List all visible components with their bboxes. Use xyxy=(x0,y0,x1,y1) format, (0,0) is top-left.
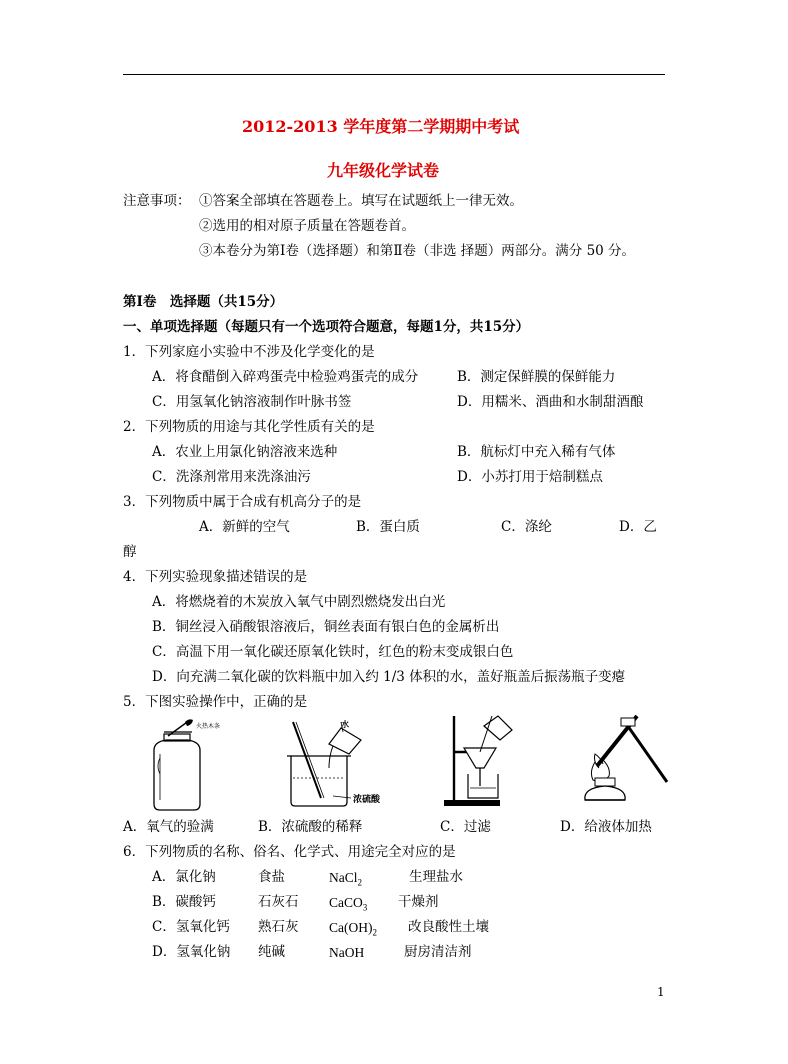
q2-stem: 2．下列物质的用途与其化学性质有关的是 xyxy=(123,419,375,435)
q3-option-c: C．涤纶 xyxy=(501,519,552,535)
q6-c-name: C．氢氧化钙 xyxy=(152,919,230,935)
q3-option-d: D．乙 xyxy=(619,519,657,535)
q6-d-name: D．氢氧化钠 xyxy=(152,944,231,960)
note-2: ②选用的相对原子质量在答题卷首。 xyxy=(199,218,415,234)
figure-acid-dilution xyxy=(283,718,393,808)
q6-b-formula: CaCO$_3$ xyxy=(329,895,368,913)
q1-stem: 1．下列家庭小实验中不涉及化学变化的是 xyxy=(123,344,375,360)
q6-c-use: 改良酸性土壤 xyxy=(408,919,489,935)
q4-option-a: A．将燃烧着的木炭放入氧气中剧烈燃烧发出白光 xyxy=(152,594,446,610)
q3-option-a: A．新鲜的空气 xyxy=(199,519,290,535)
q2-option-b: B．航标灯中充入稀有气体 xyxy=(457,444,616,460)
part-title: 第Ⅰ卷 选择题（共15分） xyxy=(123,294,284,310)
q5-option-b: B．浓硫酸的稀释 xyxy=(258,819,363,835)
q3-option-b: B．蛋白质 xyxy=(356,519,420,535)
q6-a-common: 食盐 xyxy=(258,869,285,885)
fig-b-label-acid: 浓硫酸 xyxy=(353,795,381,805)
header-rule xyxy=(123,74,665,75)
q6-d-common: 纯碱 xyxy=(258,944,285,960)
q6-c-common: 熟石灰 xyxy=(258,919,299,935)
q5-option-d: D．给液体加热 xyxy=(560,819,652,835)
q5-stem: 5．下图实验操作中，正确的是 xyxy=(123,694,308,710)
note-3: ③本卷分为第Ⅰ卷（选择题）和第Ⅱ卷（非选 择题）两部分。满分 50 分。 xyxy=(199,243,636,259)
q6-a-name: A．氯化钠 xyxy=(152,869,216,885)
q6-a-use: 生理盐水 xyxy=(409,869,463,885)
q1-option-b: B．测定保鲜膜的保鲜能力 xyxy=(457,369,616,385)
q3-option-d-wrap: 醇 xyxy=(123,544,137,560)
exam-title: 2012-2013 学年度第二学期期中考试 xyxy=(242,117,520,136)
q4-option-c: C．高温下用一氧化碳还原氧化铁时，红色的粉末变成银白色 xyxy=(152,644,514,660)
q6-d-formula: NaOH xyxy=(329,945,365,960)
q6-c-formula: $Ca(OH)_2$ xyxy=(329,920,377,938)
q4-option-d: D．向充满二氧化碳的饮料瓶中加入约 1/3 体积的水，盖好瓶盖后振荡瓶子变瘪 xyxy=(152,669,626,685)
q6-a-formula: NaCl$_2$ xyxy=(329,870,362,888)
q1-option-c: C．用氢氧化钠溶液制作叶脉书签 xyxy=(152,394,352,410)
figure-heating-liquid xyxy=(565,712,675,808)
q5-option-c: C．过滤 xyxy=(440,819,491,835)
notes-label: 注意事项： xyxy=(123,193,191,209)
note-1: ①答案全部填在答题卷上。填写在试题纸上一律无效。 xyxy=(199,193,523,209)
page-number: 1 xyxy=(657,985,665,999)
fig-a-label: 火热木条 xyxy=(196,723,221,730)
q2-option-c: C．洗涤剂常用来洗涤油污 xyxy=(152,469,311,485)
exam-subtitle: 九年级化学试卷 xyxy=(327,161,440,180)
q2-option-d: D．小苏打用于焙制糕点 xyxy=(457,469,603,485)
figure-oxygen-test xyxy=(140,718,221,813)
q3-stem: 3．下列物质中属于合成有机高分子的是 xyxy=(123,494,362,510)
q4-stem: 4．下列实验现象描述错误的是 xyxy=(123,569,308,585)
q5-option-a: A．氧气的验满 xyxy=(123,819,214,835)
q6-b-name: B．碳酸钙 xyxy=(152,894,216,910)
q2-option-a: A．农业上用氯化钠溶液来选种 xyxy=(152,444,338,460)
section-subtitle: 一、单项选择题（每题只有一个选项符合题意，每题1分，共15分） xyxy=(123,319,530,335)
q1-option-a: A．将食醋倒入碎鸡蛋壳中检验鸡蛋壳的成分 xyxy=(152,369,419,385)
q6-b-use: 干燥剂 xyxy=(398,894,439,910)
q1-option-d: D．用糯米、酒曲和水制甜酒酿 xyxy=(457,394,644,410)
q6-d-use: 厨房清洁剂 xyxy=(404,944,472,960)
q4-option-b: B．铜丝浸入硝酸银溶液后，铜丝表面有银白色的金属析出 xyxy=(152,619,500,635)
fig-b-label-water: 水 xyxy=(341,720,349,729)
q6-stem: 6．下列物质的名称、俗名、化学式、用途完全对应的是 xyxy=(123,844,456,860)
figure-filtration xyxy=(440,712,520,808)
q6-b-common: 石灰石 xyxy=(258,894,299,910)
